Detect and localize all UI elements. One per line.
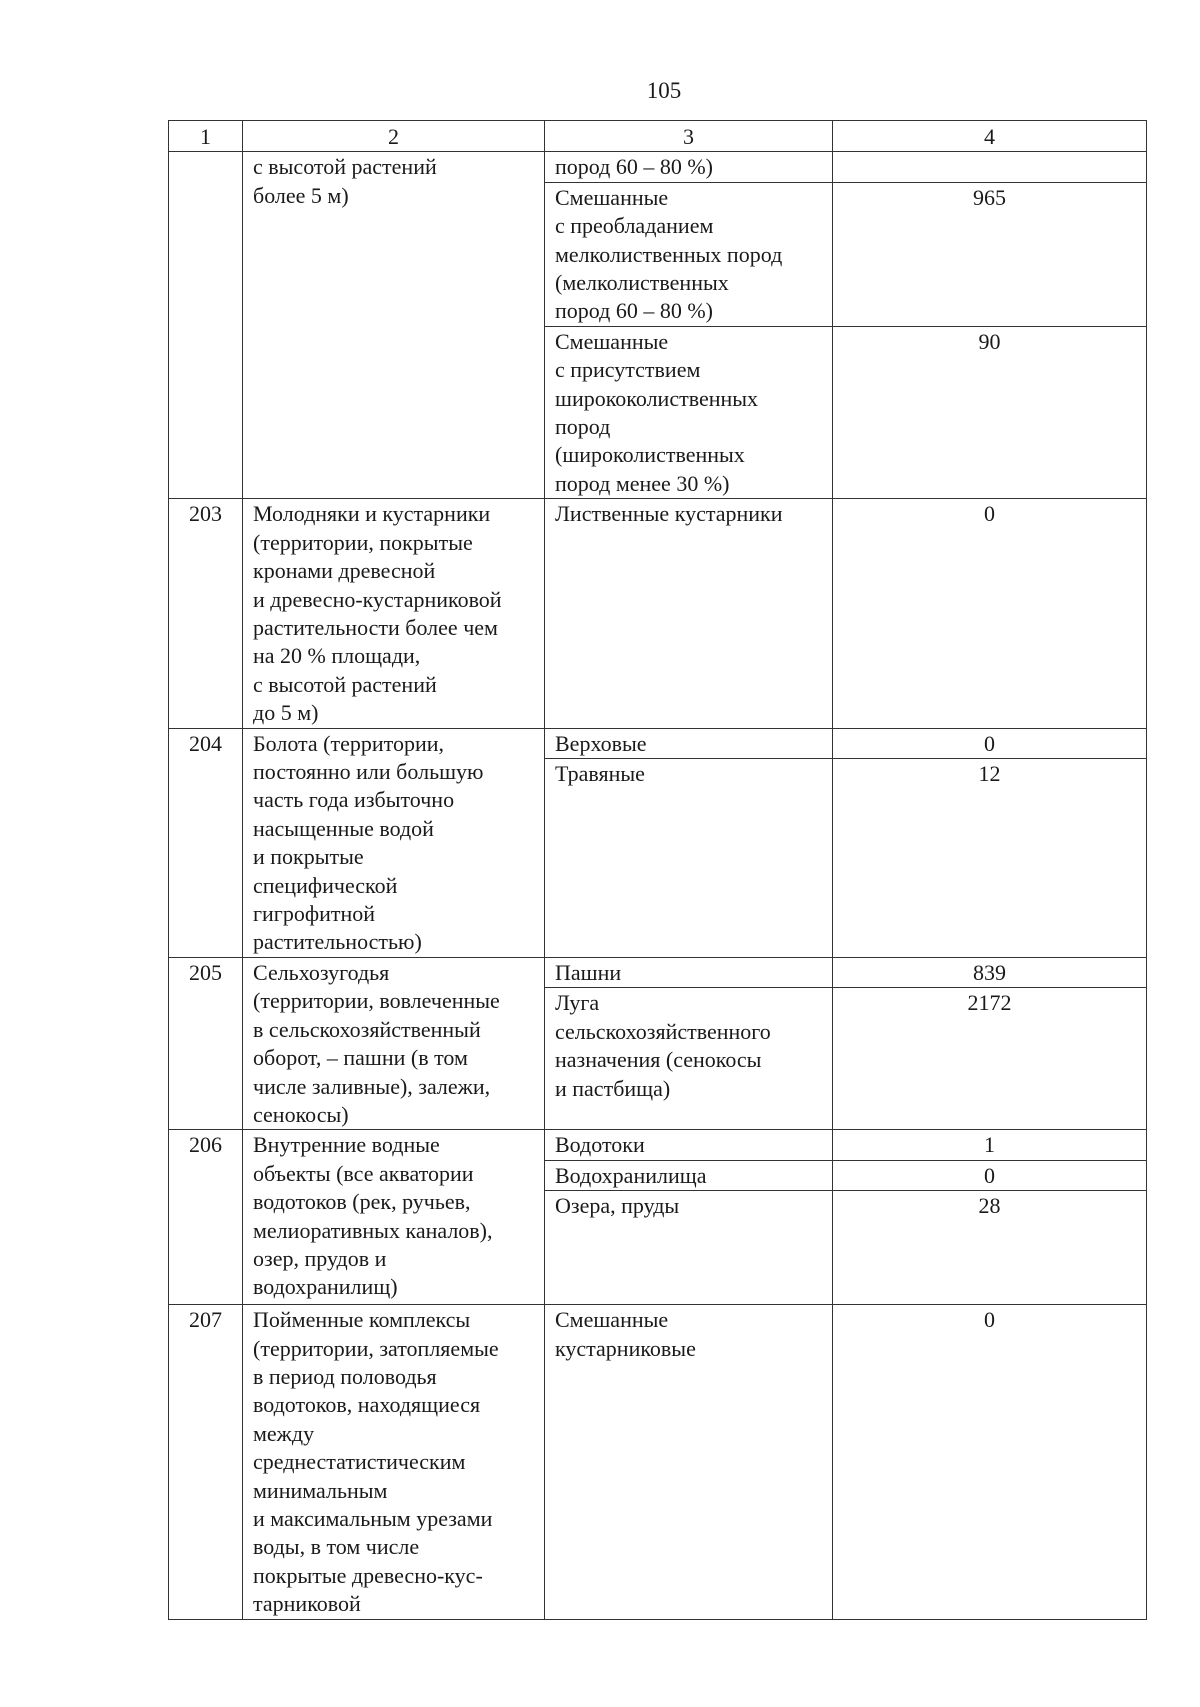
row-value: 2172	[833, 988, 1147, 1130]
row-subtype: Верховые	[545, 728, 833, 758]
row-code: 205	[169, 957, 243, 1129]
row-subtype: Водотоки	[545, 1130, 833, 1160]
row-value	[833, 152, 1147, 182]
row-description: Пойменные комплексы (территории, затопляемые в период половодья водотоков, находящиеся между среднестатистическим минимальным и максимальным урезами воды, в том числе покрытые древесно-кус- тарниковой	[243, 1305, 545, 1619]
row-value: 90	[833, 326, 1147, 498]
row-code: 206	[169, 1130, 243, 1305]
row-subtype: Луга сельскохозяйственного назначения (сенокосы и пастбища)	[545, 988, 833, 1130]
row-value: 965	[833, 182, 1147, 326]
row-subtype: Травяные	[545, 758, 833, 957]
row-value: 12	[833, 758, 1147, 957]
row-subtype: Смешанные с присутствием ширококолиственных пород (широколиственных пород менее 30 %)	[545, 326, 833, 498]
row-description: Сельхозугодья (территории, вовлеченные в сельскохозяйственный оборот, – пашни (в том числе заливные), залежи, сенокосы)	[243, 957, 545, 1129]
row-value: 1	[833, 1130, 1147, 1160]
column-header-1: 1	[169, 121, 243, 152]
table-row	[169, 1130, 1147, 1160]
row-subtype: Озера, пруды	[545, 1191, 833, 1305]
row-subtype: Водохранилища	[545, 1160, 833, 1190]
row-value: 0	[833, 499, 1147, 728]
row-code: 207	[169, 1305, 243, 1619]
data-table	[168, 120, 1147, 1620]
row-subtype: Смешанные кустарниковые	[545, 1305, 833, 1619]
row-subtype: пород 60 – 80 %)	[545, 152, 833, 182]
row-description: Болота (территории, постоянно или большую часть года избыточно насыщенные водой и покрытые специфической гигрофитной растительностью)	[243, 728, 545, 957]
row-description: Молодняки и кустарники (территории, покрытые кронами древесной и древесно-кустарниковой растительности более чем на 20 % площади, с высотой растений до 5 м)	[243, 499, 545, 728]
table-row	[169, 1305, 1147, 1619]
table-row	[169, 957, 1147, 987]
table-row	[169, 499, 1147, 728]
column-header-2: 2	[243, 121, 545, 152]
column-header-3: 3	[545, 121, 833, 152]
row-value: 0	[833, 1160, 1147, 1190]
row-value: 28	[833, 1191, 1147, 1305]
row-code: 204	[169, 728, 243, 957]
page-number: 105	[646, 78, 682, 103]
row-code: 203	[169, 499, 243, 728]
row-description: с высотой растений более 5 м)	[243, 152, 545, 499]
table-header-row	[169, 121, 1147, 152]
row-subtype: Пашни	[545, 957, 833, 987]
column-header-4: 4	[833, 121, 1147, 152]
row-description: Внутренние водные объекты (все акватории водотоков (рек, ручьев, мелиоративных каналов), озер, прудов и водохранилищ)	[243, 1130, 545, 1305]
table-row	[169, 152, 1147, 182]
row-subtype: Лиственные кустарники	[545, 499, 833, 728]
row-code	[169, 152, 243, 499]
table-row	[169, 728, 1147, 758]
row-value: 839	[833, 957, 1147, 987]
row-value: 0	[833, 1305, 1147, 1619]
row-value: 0	[833, 728, 1147, 758]
row-subtype: Смешанные с преобладанием мелколиственных пород (мелколиственных пород 60 – 80 %)	[545, 182, 833, 326]
